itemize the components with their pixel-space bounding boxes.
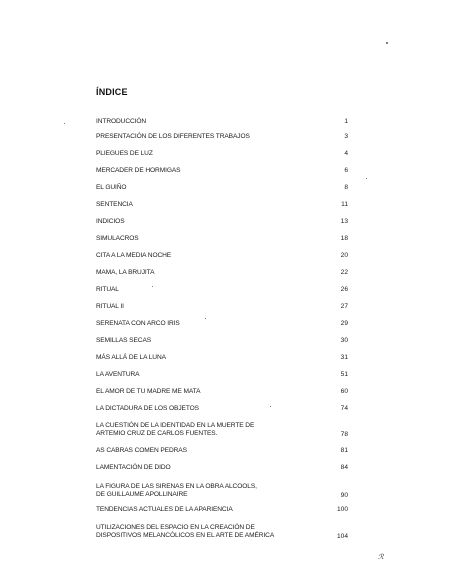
toc-entry-page: 4 — [344, 150, 348, 157]
toc-entry-page: 3 — [344, 133, 348, 140]
toc-entry-title: LA DICTADURA DE LOS OBJETOS — [96, 405, 199, 412]
toc-entry-page: 8 — [344, 184, 348, 191]
toc-entry-page: 90 — [340, 492, 348, 499]
toc-entry-title: LAMENTACIÓN DE DIDO — [96, 464, 171, 471]
toc-entry-title: SERENATA CON ARCO IRIS — [96, 320, 180, 327]
toc-entry-page: 60 — [340, 388, 348, 395]
toc-entry-page: 84 — [340, 464, 348, 471]
toc-entry-title: MAMA, LA BRUJITA — [96, 269, 155, 276]
toc-entry-page: 78 — [340, 431, 348, 438]
toc-entry-title: INDICIOS — [96, 218, 125, 225]
scan-speck — [270, 406, 271, 407]
toc-entry-page: 26 — [340, 286, 348, 293]
toc-entry-page: 29 — [340, 320, 348, 327]
scan-speck — [366, 178, 367, 179]
toc-entry-page: 104 — [336, 533, 348, 540]
toc-entry-title: LA AVENTURA — [96, 371, 140, 378]
scan-speck — [152, 286, 153, 287]
toc-entry-title: LA CUESTIÓN DE LA IDENTIDAD EN LA MUERTE DE ARTEMIO CRUZ DE CARLOS FUENTES. — [96, 422, 255, 437]
toc-entry-title: TENDENCIAS ACTUALES DE LA APARIENCIA — [96, 506, 233, 513]
toc-entry-title: UTILIZACIONES DEL ESPACIO EN LA CREACIÓN DE DISPOSITIVOS MELANCÓLICOS EN EL ARTE DE AMÉRICA — [96, 524, 275, 539]
toc-entry-title: LA FIGURA DE LAS SIRENAS EN LA OBRA ALCOOLS, DE GUILLAUME APOLLINAIRE — [96, 483, 257, 498]
toc-entry-page: 6 — [344, 167, 348, 174]
toc-entry-page: 31 — [340, 354, 348, 361]
toc-entry-page: 100 — [336, 506, 348, 513]
toc-entry-page: 11 — [341, 201, 348, 208]
toc-entry-page: 74 — [340, 405, 348, 412]
toc-entry-title: MÁS ALLÁ DE LA LUNA — [96, 354, 166, 361]
toc-entry-title: PRESENTACIÓN DE LOS DIFERENTES TRABAJOS — [96, 133, 250, 140]
toc-entry-page: 22 — [340, 269, 348, 276]
toc-entry-page: 81 — [340, 447, 348, 454]
toc-entry-title: AS CABRAS COMEN PEDRAS — [96, 447, 187, 454]
toc-entry-title: MERCADER DE HORMIGAS — [96, 167, 181, 174]
toc-entry-page: 1 — [344, 118, 348, 125]
toc-entry-title: SEMILLAS SECAS — [96, 337, 152, 344]
toc-entry-page: 13 — [340, 218, 348, 225]
toc-entry-title: RITUAL — [96, 286, 119, 293]
toc-entry-page: 30 — [340, 337, 348, 344]
toc-entry-page: 27 — [340, 303, 348, 310]
toc-entry-title: PLIEGUES DE LUZ — [96, 150, 153, 157]
toc-entry-title: EL AMOR DE TU MADRE ME MATA — [96, 388, 201, 395]
toc-entry-title: INTRODUCCIÓN — [96, 118, 147, 125]
toc-entry-page: 51 — [340, 371, 348, 378]
scan-mark: ℛ — [378, 553, 384, 561]
toc-entry-title: SENTENCIA — [96, 201, 133, 208]
toc-entry-title: CITA A LA MEDIA NOCHE — [96, 252, 172, 259]
toc-entry-title: EL GUIÑO — [96, 184, 127, 191]
toc-entry-title: SIMULACROS — [96, 235, 139, 242]
toc-entry-page: 18 — [340, 235, 348, 242]
scan-speck — [205, 318, 206, 319]
toc-entry-title: RITUAL II — [96, 303, 124, 310]
scan-speck — [64, 123, 65, 124]
scan-speck — [386, 42, 388, 44]
toc-entry-page: 20 — [340, 252, 348, 259]
page-title: ÍNDICE — [96, 87, 128, 97]
